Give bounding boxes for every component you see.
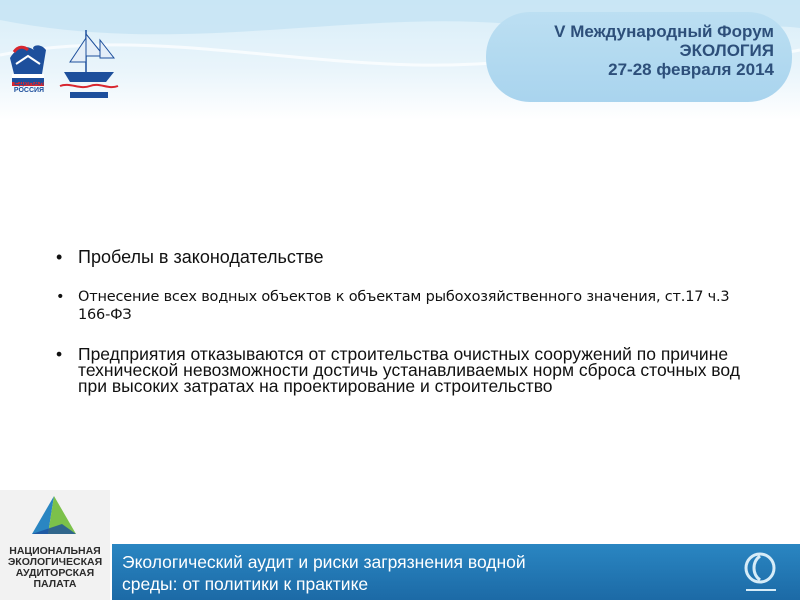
bullet-marker: • (56, 344, 63, 364)
united-russia-logo-text: ЕДИНАЯ РОССИЯ (13, 80, 45, 94)
audit-chamber-triangle-icon (26, 494, 82, 538)
forum-title-line1: V Международный Форум (554, 22, 774, 41)
footer-title-line1: Экологический аудит и риски загрязнения водной (122, 552, 526, 572)
header-band (0, 0, 800, 120)
forum-banner (486, 12, 792, 102)
bullet-item (56, 288, 756, 324)
ship-logo-icon (56, 26, 120, 102)
bullet-text: Предприятия отказываются от строительства очистных сооружений по причине технической невозможности достичь устанавливаемых норм сброса сточных вод при высоких затратах на проектирование и строительство (78, 344, 740, 396)
bullet-text: Отнесение всех водных объектов к объектам рыбохозяйственного значения, ст.17 ч.3 166-ФЗ (78, 289, 730, 323)
bullet-item (56, 346, 756, 394)
forum-date: 27-28 февраля 2014 (608, 60, 774, 79)
slide-body (56, 246, 756, 394)
audit-chamber-name: НАЦИОНАЛЬНАЯ ЭКОЛОГИЧЕСКАЯ АУДИТОРСКАЯ ПАЛАТА (7, 545, 103, 590)
forum-title (554, 22, 774, 79)
bullet-marker: • (56, 247, 63, 267)
bullet-marker: • (56, 289, 65, 305)
bullet-item (56, 246, 756, 268)
bullet-text: Пробелы в законодательстве (78, 247, 324, 267)
conference-emblem-icon (738, 548, 784, 596)
footer-title-line2: среды: от политики к практике (122, 574, 369, 594)
footer-title (122, 551, 642, 595)
forum-title-line2: ЭКОЛОГИЯ (679, 41, 774, 60)
footer-bar (112, 544, 800, 600)
